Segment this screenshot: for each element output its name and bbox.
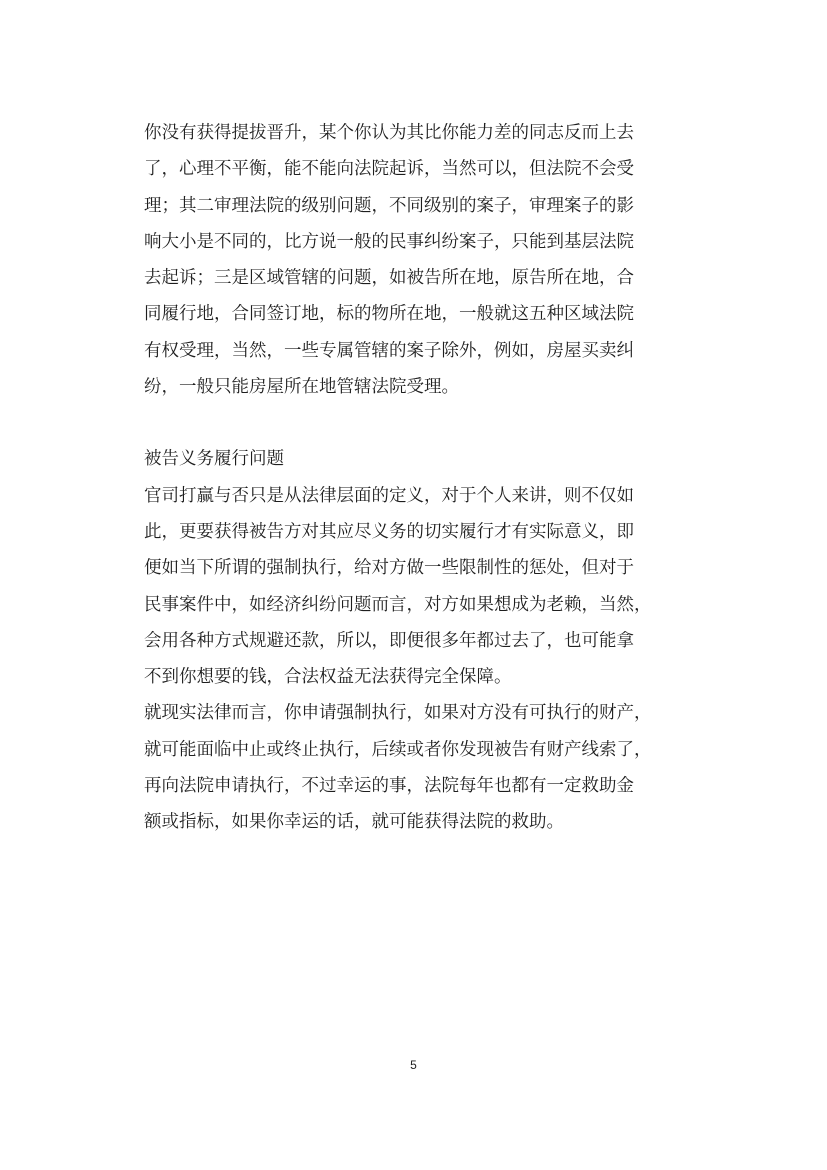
- text-line: 此，更要获得被告方对其应尽义务的切实履行才有实际意义，即: [144, 521, 634, 542]
- text-line: 不到你想要的钱，合法权益无法获得完全保障。: [144, 667, 512, 688]
- text-line: 民事案件中，如经济纠纷问题而言，对方如果想成为老赖，当然，: [144, 594, 652, 615]
- text-line: 额或指标，如果你幸运的话，就可能获得法院的救助。: [144, 812, 564, 833]
- text-line: 官司打赢与否只是从法律层面的定义，对于个人来讲，则不仅如: [144, 485, 634, 506]
- blank-line: [144, 405, 692, 441]
- text-line: 纷，一般只能房屋所在地管辖法院受理。: [144, 377, 459, 398]
- text-line: 会用各种方式规避还款，所以，即便很多年都过去了，也可能拿: [144, 630, 634, 651]
- text-line: 去起诉；三是区域管辖的问题，如被告所在地，原告所在地，合: [144, 268, 634, 289]
- page-body: [144, 115, 692, 841]
- section-heading: 被告义务履行问题: [144, 449, 284, 470]
- paragraph-obligation: [144, 478, 692, 696]
- text-line: 你没有获得提拔晋升，某个你认为其比你能力差的同志反而上去: [144, 123, 634, 143]
- text-line: 有权受理，当然，一些专属管辖的案子除外，例如，房屋买卖纠: [144, 340, 634, 361]
- text-line: 同履行地，合同签订地，标的物所在地，一般就这五种区域法院: [144, 304, 634, 325]
- paragraph-jurisdiction: [144, 115, 692, 405]
- text-line: 再向法院申请执行，不过幸运的事，法院每年也都有一定救助金: [144, 776, 634, 797]
- text-line: 了，心理不平衡，能不能向法院起诉，当然可以，但法院不会受: [144, 159, 634, 180]
- text-line: 理；其二审理法院的级别问题，不同级别的案子，审理案子的影: [144, 195, 634, 216]
- page-number: 5: [410, 1058, 417, 1072]
- text-line: 便如当下所谓的强制执行，给对方做一些限制性的惩处，但对于: [144, 558, 634, 579]
- paragraph-enforcement: [144, 695, 692, 840]
- text-line: 就现实法律而言，你申请强制执行，如果对方没有可执行的财产，: [144, 703, 652, 724]
- text-line: 就可能面临中止或终止执行，后续或者你发现被告有财产线索了，: [144, 739, 652, 760]
- text-line: 响大小是不同的，比方说一般的民事纠纷案子，只能到基层法院: [144, 231, 634, 252]
